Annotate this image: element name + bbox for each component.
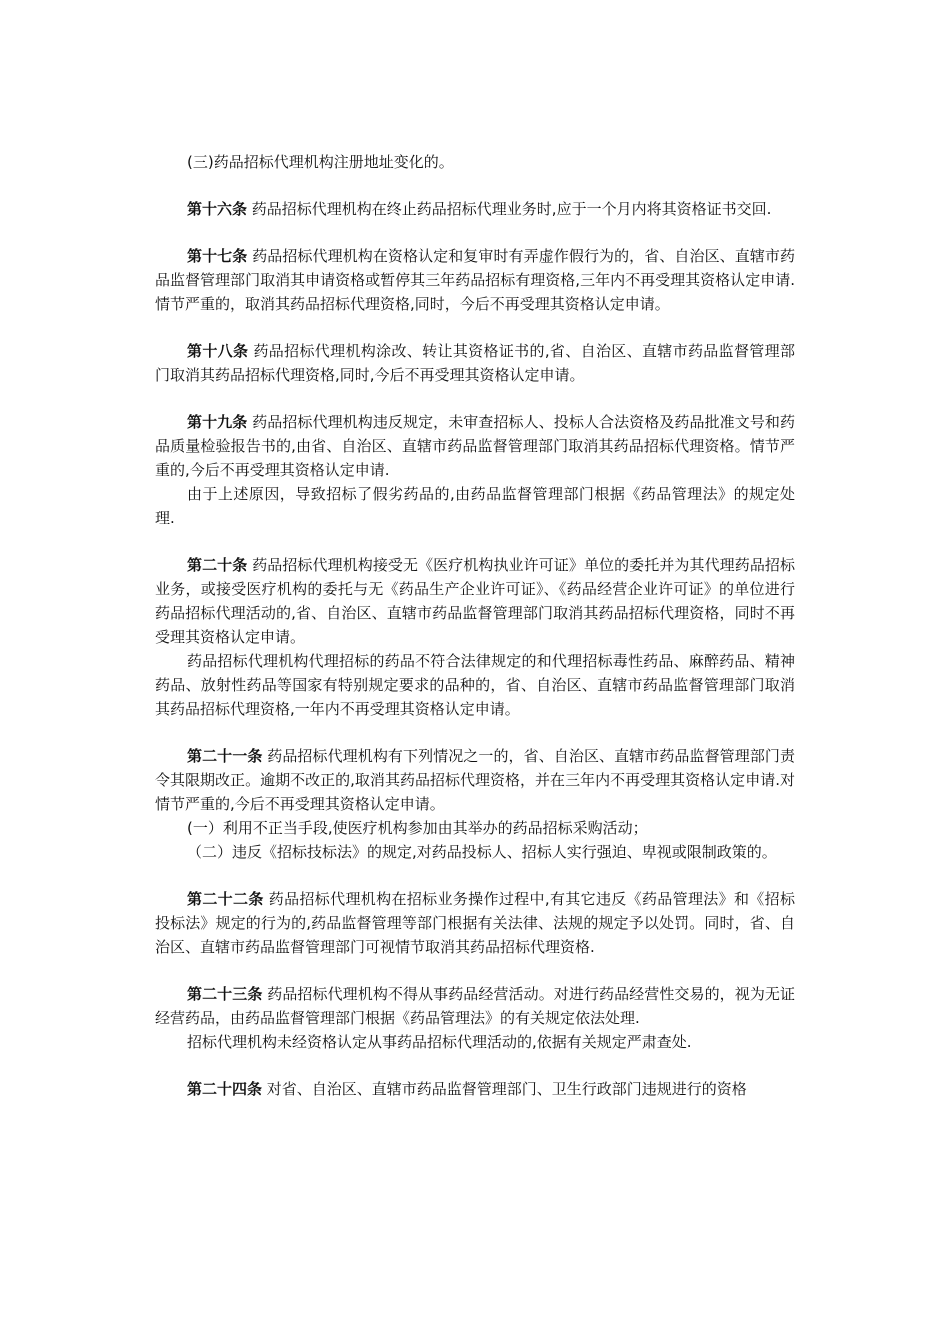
article-paragraph (155, 744, 795, 816)
body-paragraph: 招标代理机构未经资格认定从事药品招标代理活动的,依据有关规定严肃查处. (187, 1033, 692, 1051)
article-number: 第二十四条 (187, 1080, 263, 1098)
article-text: 药品招标代理机构接受无《医疗机构执业许可证》单位的委托并为其代理药品招标业务，或接受医疗机构的委托与无《药品生产企业许可证》、《药品经营企业许可证》的单位进行药品招标代理活动的,省、自治区、直辖市药品监督管理部门取消其药品招标代理资格，同时不再受理其资格认定申请。 (155, 556, 795, 646)
body-paragraph: （二）违反《招标技标法》的规定,对药品投标人、招标人实行强迫、卑视或限制政策的。 (187, 843, 777, 861)
article-number: 第十八条 (187, 342, 249, 360)
document-body (155, 150, 795, 1101)
article-text: 药品招标代理机构不得从事药品经营活动。对进行药品经营性交易的，视为无证经营药品，由药品监督管理部门根据《药品管理法》的有关规定依法处理. (155, 985, 795, 1027)
article-number: 第二十条 (187, 556, 248, 574)
body-paragraph: (一）利用不正当手段,使医疗机构参加由其举办的药品招标采购活动； (187, 819, 648, 837)
paragraph-gap (155, 316, 795, 339)
article-number: 第十九条 (187, 413, 248, 431)
paragraph-gap (155, 1054, 795, 1077)
paragraph-gap (155, 959, 795, 982)
article-paragraph (155, 244, 795, 316)
paragraph-gap (155, 174, 795, 197)
article-text: 对省、自治区、直辖市药品监督管理部门、卫生行政部门违规进行的资格 (266, 1080, 747, 1098)
body-paragraph: (三)药品招标代理机构注册地址变化的。 (187, 153, 454, 171)
article-text: 药品招标代理机构涂改、转让其资格证书的,省、自治区、直辖市药品监督管理部门取消其药品招标代理资格,同时,今后不再受理其资格认定申请。 (155, 342, 795, 384)
article-number: 第二十三条 (187, 985, 263, 1003)
article-text: 药品招标代理机构有下列情况之一的，省、自治区、直辖市药品监督管理部门责令其限期改正。逾期不改正的,取消其药品招标代理资格，并在三年内不再受理其资格认定申请.对情节严重的,今后不再受理其资格认定申请。 (155, 747, 795, 813)
article-text: 药品招标代理机构在资格认定和复审时有弄虚作假行为的，省、自治区、直辖市药品监督管理部门取消其申请资格或暂停其三年药品招标有理资格,三年内不再受理其资格认定申请.情节严重的，取消其药品招标代理资格,同时，今后不再受理其资格认定申请。 (155, 247, 795, 313)
article-text: 药品招标代理机构违反规定，未审查招标人、投标人合法资格及药品批准文号和药品质量检验报告书的,由省、自治区、直辖市药品监督管理部门取消其药品招标代理资格。情节严重的,今后不再受理其资格认定申请. (155, 413, 795, 479)
paragraph-gap (155, 864, 795, 887)
body-paragraph: 由于上述原因，导致招标了假劣药品的,由药品监督管理部门根据《药品管理法》的规定处理. (155, 485, 795, 527)
article-number: 第十七条 (187, 247, 248, 265)
article-paragraph (155, 1077, 795, 1101)
article-text: 药品招标代理机构在终止药品招标代理业务时,应于一个月内将其资格证书交回. (251, 200, 772, 218)
paragraph-gap (155, 530, 795, 553)
article-paragraph (155, 339, 795, 387)
paragraph-gap (155, 221, 795, 244)
article-paragraph (155, 553, 795, 649)
body-paragraph: 药品招标代理机构代理招标的药品不符合法律规定的和代理招标毒性药品、麻醉药品、精神药品、放射性药品等国家有特别规定要求的品种的，省、自治区、直辖市药品监督管理部门取消其药品招标代理资格,一年内不再受理其资格认定申请。 (155, 652, 795, 718)
paragraph-gap (155, 721, 795, 744)
paragraph-gap (155, 387, 795, 410)
article-number: 第十六条 (187, 200, 248, 218)
article-paragraph (155, 410, 795, 482)
article-paragraph (155, 982, 795, 1030)
article-paragraph (155, 887, 795, 959)
article-number: 第二十二条 (187, 890, 264, 908)
article-paragraph (155, 197, 795, 221)
article-text: 药品招标代理机构在招标业务操作过程中,有其它违反《药品管理法》和《招标投标法》规定的行为的,药品监督管理等部门根据有关法律、法规的规定予以处罚。同时，省、自治区、直辖市药品监督管理部门可视情节取消其药品招标代理资格. (155, 890, 795, 956)
article-number: 第二十一条 (187, 747, 263, 765)
